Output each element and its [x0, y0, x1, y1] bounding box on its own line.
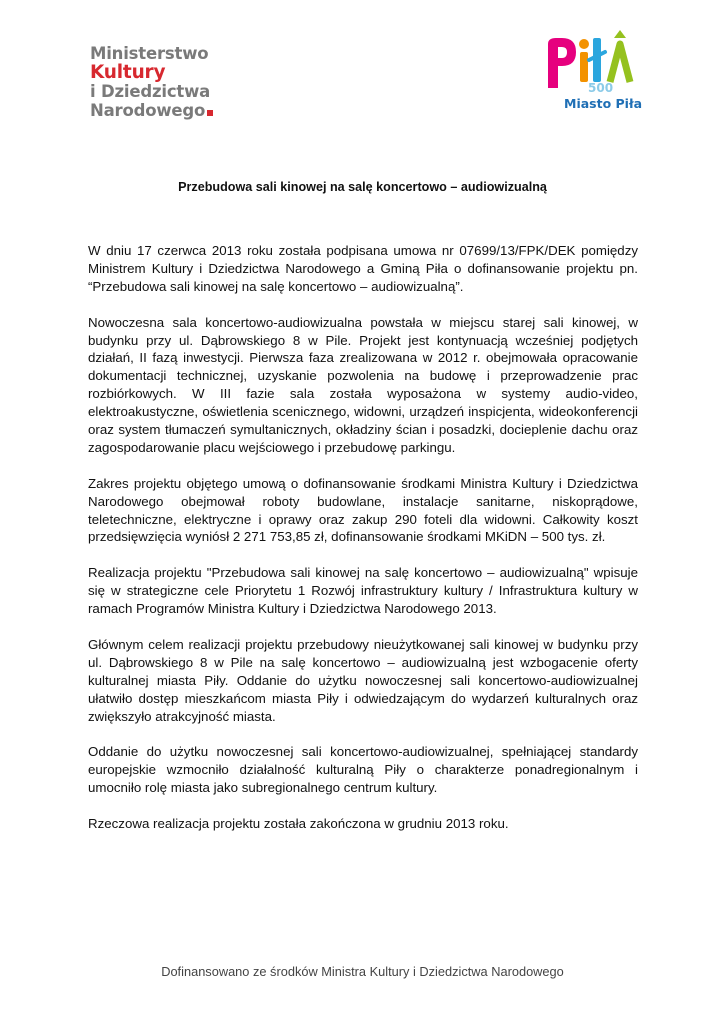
- ministry-logo-line-3: i Dziedzictwa: [90, 82, 211, 101]
- city-logo-number: 500: [588, 81, 614, 95]
- city-logo-arrow-icon: [614, 30, 626, 38]
- ministry-logo-line-2: Kultury: [90, 62, 166, 83]
- city-logo: [542, 30, 642, 114]
- document-title: Przebudowa sali kinowej na salę koncertowo – audiowizualną: [178, 180, 547, 194]
- paragraph: Zakres projektu objętego umową o dofinansowanie środkami Ministra Kultury i Dziedzictwa Narodowego obejmował roboty budowlane, instalacje sanitarne, niskoprądowe, teletechniczne, elektryczne i oprawy oraz zakup 290 foteli dla widowni. Całkowity koszt przedsięwzięcia wyniósł 2 271 753,85 zł, dofinansowanie środkami MKiDN – 500 tys. zł.: [88, 475, 638, 545]
- paragraph: W dniu 17 czerwca 2013 roku została podpisana umowa nr 07699/13/FPK/DEK pomiędzy Ministrem Kultury i Dziedzictwa Narodowego a Gminą Piła o dofinansowanie projektu pn. “Przebudowa sali kinowej na salę koncertowo – audiowizualną”.: [88, 243, 638, 294]
- ministry-logo: [90, 44, 213, 120]
- city-logo-letter-a: [610, 44, 630, 82]
- footer-note: Dofinansowano ze środków Ministra Kultury i Dziedzictwa Narodowego: [161, 964, 564, 979]
- document-body: [88, 242, 638, 851]
- paragraph: Realizacja projektu "Przebudowa sali kinowej na salę koncertowo – audiowizualną" wpisuje się w strategiczne cele Priorytetu 1 Rozwój infrastruktury kultury / Infrastruktura kultury w ramach Programów Ministra Kultury i Dziedzictwa Narodowego 2013.: [88, 565, 638, 617]
- paragraph: Oddanie do użytku nowoczesnej sali koncertowo-audiowizualnej, spełniającej standardy europejskie wzmocniło działalność kulturalną Piły o charakterze ponadregionalnym i umocniło rolę miasta jako subregionalnego centrum kultury.: [88, 744, 638, 796]
- city-logo-letter-l: [593, 38, 601, 82]
- paragraph: Głównym celem realizacji projektu przebudowy nieużytkowanej sali kinowej w budynku przy ul. Dąbrowskiego 8 w Pile na salę koncertowo – audiowizualną jest wzbogacenie oferty kulturalnej miasta Piły. Oddanie do użytku nowoczesnej sali koncertowo-audiowizualnej ułatwiło dostęp mieszkańcom miasta Piły i odwiedzającym do wydarzeń kulturalnych oraz zwiększyło atrakcyjność miasta.: [88, 636, 638, 724]
- paragraph: Rzeczowa realizacja projektu została zakończona w grudniu 2013 roku.: [88, 815, 509, 831]
- city-logo-letter-p: [548, 38, 576, 88]
- ministry-logo-line-4: Narodowego: [90, 101, 206, 120]
- city-logo-letter-i: [580, 52, 588, 82]
- city-logo-dot-i: [579, 39, 589, 49]
- paragraph: Nowoczesna sala koncertowo-audiowizualna powstała w miejscu starej sali kinowej, w budynku przy ul. Dąbrowskiego 8 w Pile. Projekt jest kontynuacją wcześniej podjętych działań, II fazą inwestycji. Pierwsza faza zrealizowana w 2012 r. obejmowała opracowanie dokumentacji technicznej, uzyskanie pozwolenia na budowę i przeprowadzenie prac rozbiórkowych. W III fazie sala została wyposażona w systemy audio-video, elektroakustyczne, oświetlenia scenicznego, widowni, urządzeń inspicjenta, wideokonferencji oraz system tłumaczeń symultanicznych, okładziny ścian i posadzki, docieplenie dachu oraz zagospodarowanie placu wejściowego i przebudowę parkingu.: [88, 314, 638, 455]
- city-logo-caption: Miasto Piła: [564, 96, 642, 111]
- ministry-logo-dot: [207, 110, 213, 116]
- ministry-logo-line-1: Ministerstwo: [90, 44, 209, 63]
